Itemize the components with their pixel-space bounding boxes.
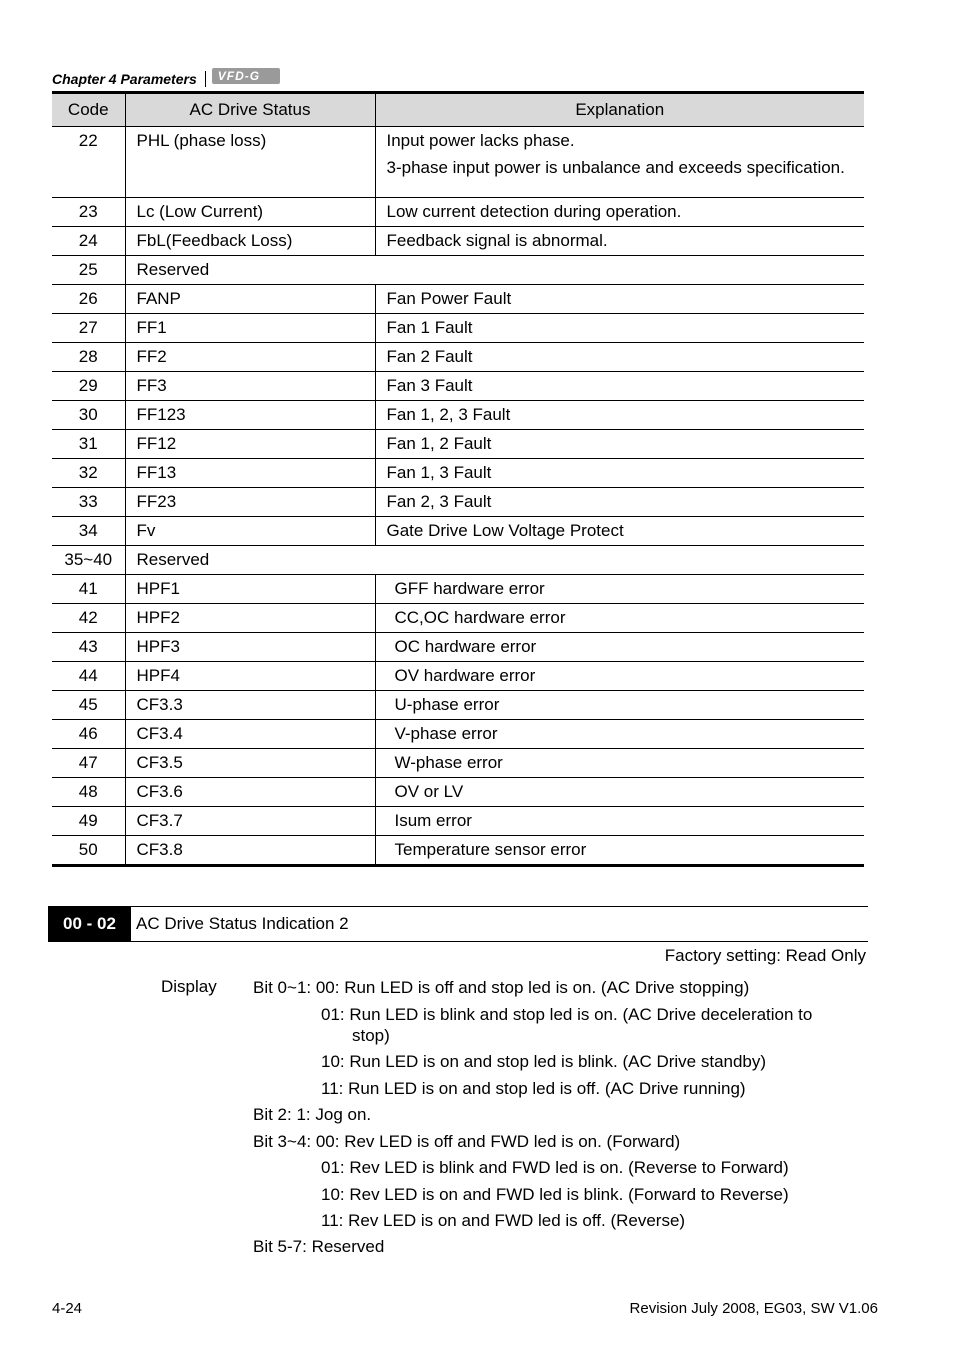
table-row xyxy=(52,227,864,256)
cell-explanation: Fan Power Fault xyxy=(375,285,864,314)
bit-line: 10: Run LED is on and stop led is blink. (AC Drive standby) xyxy=(321,1052,767,1071)
cell-code: 42 xyxy=(52,604,125,633)
cell-status: Fv xyxy=(125,517,375,546)
cell-explanation xyxy=(375,127,864,198)
cell-status: CF3.6 xyxy=(125,778,375,807)
cell-explanation: Fan 2 Fault xyxy=(375,343,864,372)
table-row xyxy=(52,285,864,314)
header-explanation: Explanation xyxy=(375,93,864,127)
page-number: 4-24 xyxy=(52,1300,83,1317)
cell-status: CF3.5 xyxy=(125,749,375,778)
cell-code: 25 xyxy=(52,256,125,285)
cell-status: FF2 xyxy=(125,343,375,372)
table-row xyxy=(52,778,864,807)
table-row xyxy=(52,662,864,691)
table-row xyxy=(52,430,864,459)
bit-line: Bit 2: 1: Jog on. xyxy=(253,1105,372,1124)
cell-explanation: GFF hardware error xyxy=(375,575,864,604)
cell-explanation: Gate Drive Low Voltage Protect xyxy=(375,517,864,546)
cell-code: 43 xyxy=(52,633,125,662)
header-code: Code xyxy=(52,93,125,127)
cell-status: CF3.3 xyxy=(125,691,375,720)
table-row xyxy=(52,633,864,662)
cell-status: FANP xyxy=(125,285,375,314)
cell-explanation xyxy=(375,546,864,575)
cell-code: 31 xyxy=(52,430,125,459)
header-status: AC Drive Status xyxy=(125,93,375,127)
bit-line: stop) xyxy=(352,1026,390,1045)
table-header-row xyxy=(52,93,864,127)
cell-explanation: U-phase error xyxy=(375,691,864,720)
cell-explanation: Feedback signal is abnormal. xyxy=(375,227,864,256)
table-row xyxy=(52,749,864,778)
cell-code: 48 xyxy=(52,778,125,807)
cell-explanation: Fan 1, 3 Fault xyxy=(375,459,864,488)
cell-code: 26 xyxy=(52,285,125,314)
explanation-line: 3-phase input power is unbalance and exceeds specification. xyxy=(386,158,845,177)
cell-explanation: Fan 3 Fault xyxy=(375,372,864,401)
cell-code: 44 xyxy=(52,662,125,691)
cell-status: Reserved xyxy=(125,546,375,575)
cell-status: Lc (Low Current) xyxy=(125,198,375,227)
explanation-line: Input power lacks phase. xyxy=(386,131,575,150)
table-row xyxy=(52,488,864,517)
bit-line: 01: Run LED is blink and stop led is on. (AC Drive deceleration to xyxy=(321,1005,813,1024)
table-row xyxy=(52,198,864,227)
cell-code: 22 xyxy=(52,127,125,198)
cell-code: 41 xyxy=(52,575,125,604)
cell-status: HPF4 xyxy=(125,662,375,691)
bit-line: Bit 3~4: 00: Rev LED is off and FWD led is on. (Forward) xyxy=(253,1132,681,1151)
cell-code: 35~40 xyxy=(52,546,125,575)
cell-code: 50 xyxy=(52,836,125,866)
cell-explanation xyxy=(375,256,864,285)
cell-status: FF13 xyxy=(125,459,375,488)
cell-explanation: OV hardware error xyxy=(375,662,864,691)
parameter-title-bar xyxy=(48,906,868,942)
cell-code: 47 xyxy=(52,749,125,778)
revision-note: Revision July 2008, EG03, SW V1.06 xyxy=(629,1300,878,1317)
table-row xyxy=(52,546,864,575)
bit-line: Bit 5-7: Reserved xyxy=(253,1237,385,1256)
table-row xyxy=(52,575,864,604)
bit-line: 10: Rev LED is on and FWD led is blink. (Forward to Reverse) xyxy=(321,1185,789,1204)
cell-status: FbL(Feedback Loss) xyxy=(125,227,375,256)
table-row xyxy=(52,372,864,401)
cell-status: HPF3 xyxy=(125,633,375,662)
chapter-title: Chapter 4 Parameters xyxy=(52,71,197,87)
cell-code: 29 xyxy=(52,372,125,401)
cell-code: 30 xyxy=(52,401,125,430)
bit-line: 01: Rev LED is blink and FWD led is on. (Reverse to Forward) xyxy=(321,1158,789,1177)
table-row xyxy=(52,836,864,866)
cell-explanation: OC hardware error xyxy=(375,633,864,662)
cell-explanation: Temperature sensor error xyxy=(375,836,864,866)
cell-code: 32 xyxy=(52,459,125,488)
display-label: Display xyxy=(161,977,217,996)
cell-status: FF23 xyxy=(125,488,375,517)
bit-line: Bit 0~1: 00: Run LED is off and stop led is on. (AC Drive stopping) xyxy=(253,978,750,997)
cell-code: 49 xyxy=(52,807,125,836)
table-row xyxy=(52,401,864,430)
cell-explanation: Fan 1 Fault xyxy=(375,314,864,343)
cell-status: CF3.7 xyxy=(125,807,375,836)
cell-status: FF1 xyxy=(125,314,375,343)
cell-code: 34 xyxy=(52,517,125,546)
table-row xyxy=(52,459,864,488)
cell-explanation: CC,OC hardware error xyxy=(375,604,864,633)
parameter-code: 00 - 02 xyxy=(48,907,131,941)
bit-line: 11: Rev LED is on and FWD led is off. (Reverse) xyxy=(321,1211,686,1230)
vfd-g-logo: VFD-G xyxy=(212,68,280,84)
page-header xyxy=(52,68,280,90)
cell-code: 24 xyxy=(52,227,125,256)
cell-explanation: W-phase error xyxy=(375,749,864,778)
cell-explanation: Isum error xyxy=(375,807,864,836)
table-row xyxy=(52,343,864,372)
table-row xyxy=(52,604,864,633)
cell-code: 27 xyxy=(52,314,125,343)
cell-status: FF123 xyxy=(125,401,375,430)
cell-status: FF3 xyxy=(125,372,375,401)
cell-code: 46 xyxy=(52,720,125,749)
cell-status: PHL (phase loss) xyxy=(125,127,375,198)
cell-status: CF3.8 xyxy=(125,836,375,866)
cell-explanation: Fan 2, 3 Fault xyxy=(375,488,864,517)
table-row xyxy=(52,720,864,749)
cell-code: 45 xyxy=(52,691,125,720)
cell-status: HPF2 xyxy=(125,604,375,633)
cell-status: HPF1 xyxy=(125,575,375,604)
table-row xyxy=(52,127,864,198)
cell-status: FF12 xyxy=(125,430,375,459)
cell-explanation: Fan 1, 2, 3 Fault xyxy=(375,401,864,430)
cell-status: Reserved xyxy=(125,256,375,285)
bit-line: 11: Run LED is on and stop led is off. (AC Drive running) xyxy=(321,1079,746,1098)
fault-code-table xyxy=(52,91,864,867)
cell-code: 33 xyxy=(52,488,125,517)
cell-code: 23 xyxy=(52,198,125,227)
cell-explanation: V-phase error xyxy=(375,720,864,749)
cell-explanation: Low current detection during operation. xyxy=(375,198,864,227)
factory-setting: Factory setting: Read Only xyxy=(664,946,866,965)
table-row xyxy=(52,314,864,343)
cell-explanation: Fan 1, 2 Fault xyxy=(375,430,864,459)
cell-explanation: OV or LV xyxy=(375,778,864,807)
header-divider xyxy=(205,71,206,87)
table-row xyxy=(52,807,864,836)
table-row xyxy=(52,517,864,546)
cell-status: CF3.4 xyxy=(125,720,375,749)
parameter-name: AC Drive Status Indication 2 xyxy=(136,914,349,933)
cell-code: 28 xyxy=(52,343,125,372)
table-row xyxy=(52,256,864,285)
table-row xyxy=(52,691,864,720)
